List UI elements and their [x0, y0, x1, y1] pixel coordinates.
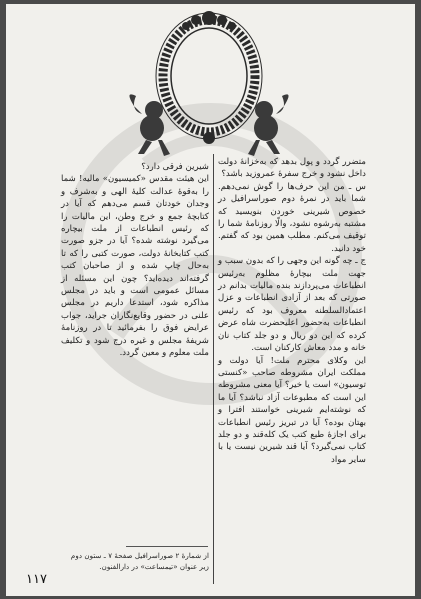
right-text-column [218, 156, 366, 586]
footnote-divider [126, 546, 208, 547]
cherub-wreath-ornament [124, 10, 294, 158]
right-paragraph-2: س ـ من این حرف‌ها را گوش نمی‌دهم. شما باید در نمرهٔ دوم صوراسرافیل در خصوص شیرینی خوردن بنویسید که مشتبه به‌رشوه نشود، والّا روزنامهٔ شما را توقیف می‌کنم. مطلب همین بود که گفتم. خود دانید. [218, 181, 366, 254]
right-paragraph-4: این وکلای محترم ملت! آیا دولت و مملکت ایران مشروطه صاحب «کنستی توسیون» است یا خیر؟ آیا معنی مشروطه این است که مطبوعات آزاد نباشد؟ آیا ما که نوشته‌ایم شیرینی خواستند افترا و بهتان بوده؟ آیا در تبریز رئیس انطباعات برای اجازهٔ طبع کتب یک کله‌قند و دو جلد کتاب نمی‌گیرد؟ آیا قند شیرین نیست یا با سایر مواد [218, 355, 366, 465]
left-cherub-icon [129, 94, 170, 156]
page-number: ۱۱۷ [26, 572, 47, 587]
book-page [6, 4, 415, 596]
left-paragraph-2: این هیئت مقدس «کمیسیون» مالیه! شما را به‌قوهٔ عدالت کلیهٔ الهی و به‌شرف و وجدان خودتان قسم می‌دهم که آیا در کتابچهٔ جمع و خرج وطن، این مالیات را که رئیس انطباعات از ملت بیچاره می‌گیرد نوشته شده؟ آیا در جزو صورت کتب کتابخانهٔ دولت، صورت کتبی را که تا به‌حال چاپ شده و از صاحبان کتب گرفته‌اند دیده‌اید؟ چون این مسئله از مسائل عمومی است و باید در مجلس مذاکره شود، استدعا داریم در مجلس علنی در حضور وقایع‌نگاران جراید، جواب عرایض فوق را بفرمائید تا در روزنامهٔ شریفهٔ مجلس و غیره درج شود و تکلیف ملت معلوم و معین گردد. [61, 174, 209, 359]
right-paragraph-3: ج ـ چه گونه این وجهی را که بدون سبب و جهت ملت بیچارهٔ مظلوم به‌رئیس انطباعات می‌پردازند بنده مالیات بدانم در صورتی که بعد از آزادی انطباعات و عزل اعتمادالسلطنه معروف بود که رئیس انطباعات به‌حضور اعلیحضرت شاه عرض کرده که این دو ریال و دو جلد کتاب نان خانه و مدد معاش کارکنان است. [218, 256, 366, 354]
left-paragraph-1: شیرین فرقی دارد؟ [141, 162, 209, 172]
left-text-column [61, 161, 209, 451]
right-cherub-icon [248, 94, 289, 156]
footnote: از شمارهٔ ۲ صوراسرافیل صفحهٔ ۷ ـ ستون دوم زیر عنوان «تیمساعت» در دارالفنون. [70, 551, 209, 571]
column-divider [213, 154, 214, 584]
right-paragraph-1: متضرر گردد و پول بدهد که به‌خزانهٔ دولت داخل نشود و خرج سفرهٔ عمروزید باشد؟ [218, 157, 366, 180]
